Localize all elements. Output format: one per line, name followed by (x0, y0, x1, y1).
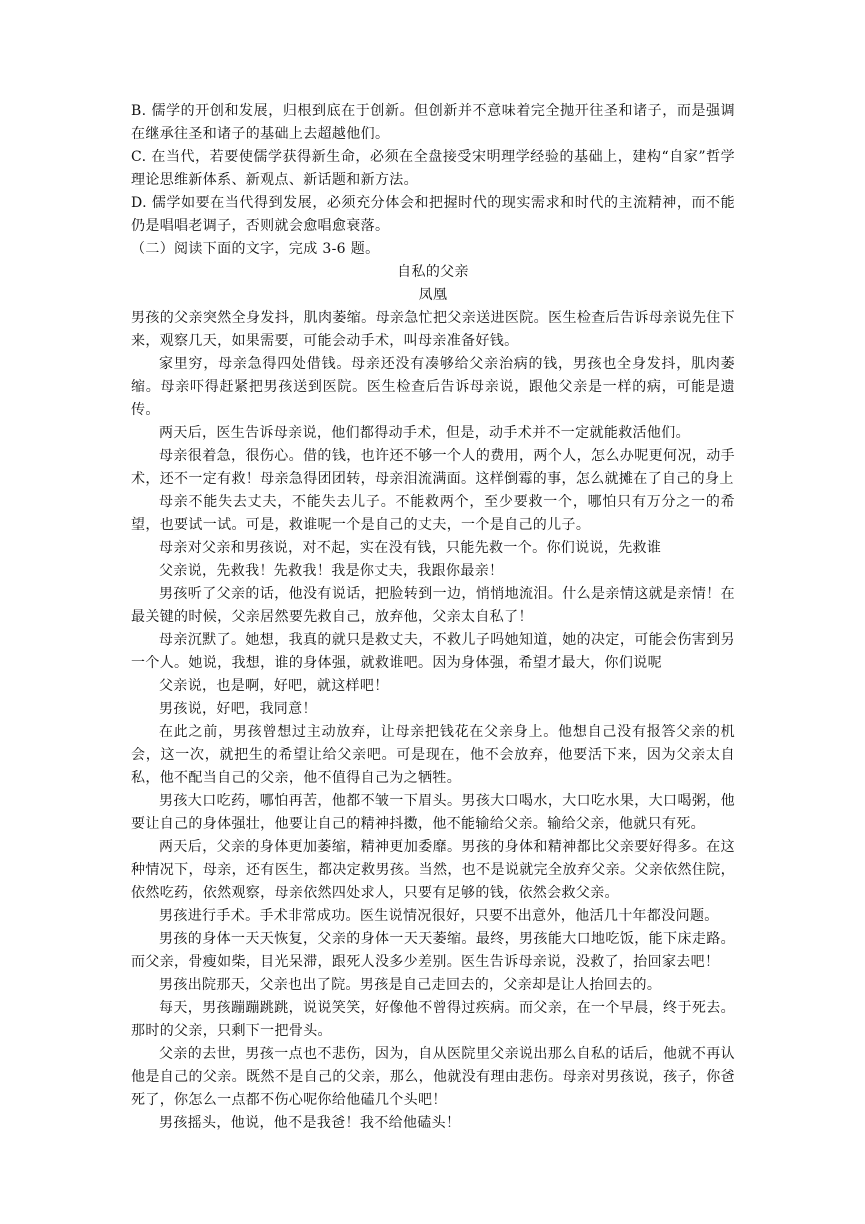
story-paragraph: 男孩的身体一天天恢复，父亲的身体一天天萎缩。最终，男孩能大口地吃饭，能下床走路。而父亲，骨瘦如柴，目光呆滞，跟死人没多少差别。医生告诉母亲说，没救了，抬回家去吧！ (131, 931, 735, 970)
story-paragraph: 男孩摇头，他说，他不是我爸！我不给他磕头！ (159, 1115, 461, 1131)
story-paragraph: 母亲沉默了。她想，我真的就只是救丈夫，不救儿子吗她知道，她的决定，可能会伤害到另一个人。她说，我想，谁的身体强，就救谁吧。因为身体强，希望才最大，你们说呢 (131, 632, 735, 671)
option-c: C. 在当代，若要使儒学获得新生命，必须在全盘接受宋明理学经验的基础上，建构“自家”哲学理论思维新体系、新观点、新话题和新方法。 (131, 149, 735, 188)
story-paragraph: 男孩进行手术。手术非常成功。医生说情况很好，只要不出意外，他活几十年都没问题。 (159, 908, 719, 924)
story-paragraph: 父亲说，先救我！先救我！我是你丈夫，我跟你最亲！ (159, 563, 504, 579)
story-author: 凤凰 (418, 287, 448, 303)
story-title: 自私的父亲 (397, 264, 469, 280)
story-paragraph: 每天，男孩蹦蹦跳跳，说说笑笑，好像他不曾得过疾病。而父亲，在一个早晨，终于死去。那时的父亲，只剩下一把骨头。 (131, 1000, 735, 1039)
story-paragraph: 男孩的父亲突然全身发抖，肌肉萎缩。母亲急忙把父亲送进医院。医生检查后告诉母亲说先住下来，观察几天，如果需要，可能会动手术，叫母亲准备好钱。 (131, 310, 735, 349)
story-paragraph: 母亲很着急，很伤心。借的钱，也许还不够一个人的费用，两个人，怎么办呢更何况，动手术，还不一定有救！母亲急得团团转，母亲泪流满面。这样倒霉的事，怎么就摊在了自己的身上 (131, 448, 735, 487)
story-paragraph: 两天后，父亲的身体更加萎缩，精神更加委靡。男孩的身体和精神都比父亲要好得多。在这种情况下，母亲，还有医生，都决定救男孩。当然，也不是说就完全放弃父亲。父亲依然住院，依然吃药，依然观察，母亲依然四处求人，只要有足够的钱，依然会救父亲。 (131, 839, 735, 901)
story-paragraph: 家里穷，母亲急得四处借钱。母亲还没有凑够给父亲治病的钱，男孩也全身发抖，肌肉萎缩。母亲吓得赶紧把男孩送到医院。医生检查后告诉母亲说，跟他父亲是一样的病，可能是遗传。 (131, 356, 735, 418)
story-paragraph: 男孩出院那天，父亲也出了院。男孩是自己走回去的，父亲却是让人抬回去的。 (159, 977, 662, 993)
section-heading: （二）阅读下面的文字，完成 3-6 题。 (131, 241, 380, 257)
story-paragraph: 父亲的去世，男孩一点也不悲伤，因为，自从医院里父亲说出那么自私的话后，他就不再认他是自己的父亲。既然不是自己的父亲，那么，他就没有理由悲伤。母亲对男孩说，孩子，你爸死了，你怎么一点都不伤心呢你给他磕几个头吧！ (131, 1046, 735, 1108)
story-paragraph: 父亲说，也是啊，好吧，就这样吧！ (159, 678, 389, 694)
story-paragraph: 母亲对父亲和男孩说，对不起，实在没有钱，只能先救一个。你们说说，先救谁 (159, 540, 662, 556)
story-paragraph: 两天后，医生告诉母亲说，他们都得动手术，但是，动手术并不一定就能救活他们。 (159, 425, 690, 441)
option-d: D. 儒学如要在当代得到发展，必须充分体会和把握时代的现实需求和时代的主流精神，而不能仍是唱唱老调子，否则就会愈唱愈衰落。 (131, 195, 735, 234)
story-paragraph: 男孩听了父亲的话，他没有说话，把脸转到一边，悄悄地流泪。什么是亲情这就是亲情！在最关键的时候，父亲居然要先救自己，放弃他，父亲太自私了！ (131, 586, 735, 625)
document-page (131, 100, 735, 1135)
story-paragraph: 男孩大口吃药，哪怕再苦，他都不皱一下眉头。男孩大口喝水，大口吃水果，大口喝粥，他要让自己的身体强壮，他要让自己的精神抖擞，他不能输给父亲。输给父亲，他就只有死。 (131, 793, 735, 832)
story-paragraph: 男孩说，好吧，我同意！ (159, 701, 317, 717)
story-paragraph: 母亲不能失去丈夫，不能失去儿子。不能救两个，至少要救一个，哪怕只有万分之一的希望，也要试一试。可是，救谁呢一个是自己的丈夫，一个是自己的儿子。 (131, 494, 735, 533)
option-b: B. 儒学的开创和发展，归根到底在于创新。但创新并不意味着完全抛开往圣和诸子，而是强调在继承往圣和诸子的基础上去超越他们。 (131, 103, 735, 142)
story-paragraph: 在此之前，男孩曾想过主动放弃，让母亲把钱花在父亲身上。他想自己没有报答父亲的机会，这一次，就把生的希望让给父亲吧。可是现在，他不会放弃，他要活下来，因为父亲太自私，他不配当自己的父亲，他不值得自己为之牺牲。 (131, 724, 735, 786)
